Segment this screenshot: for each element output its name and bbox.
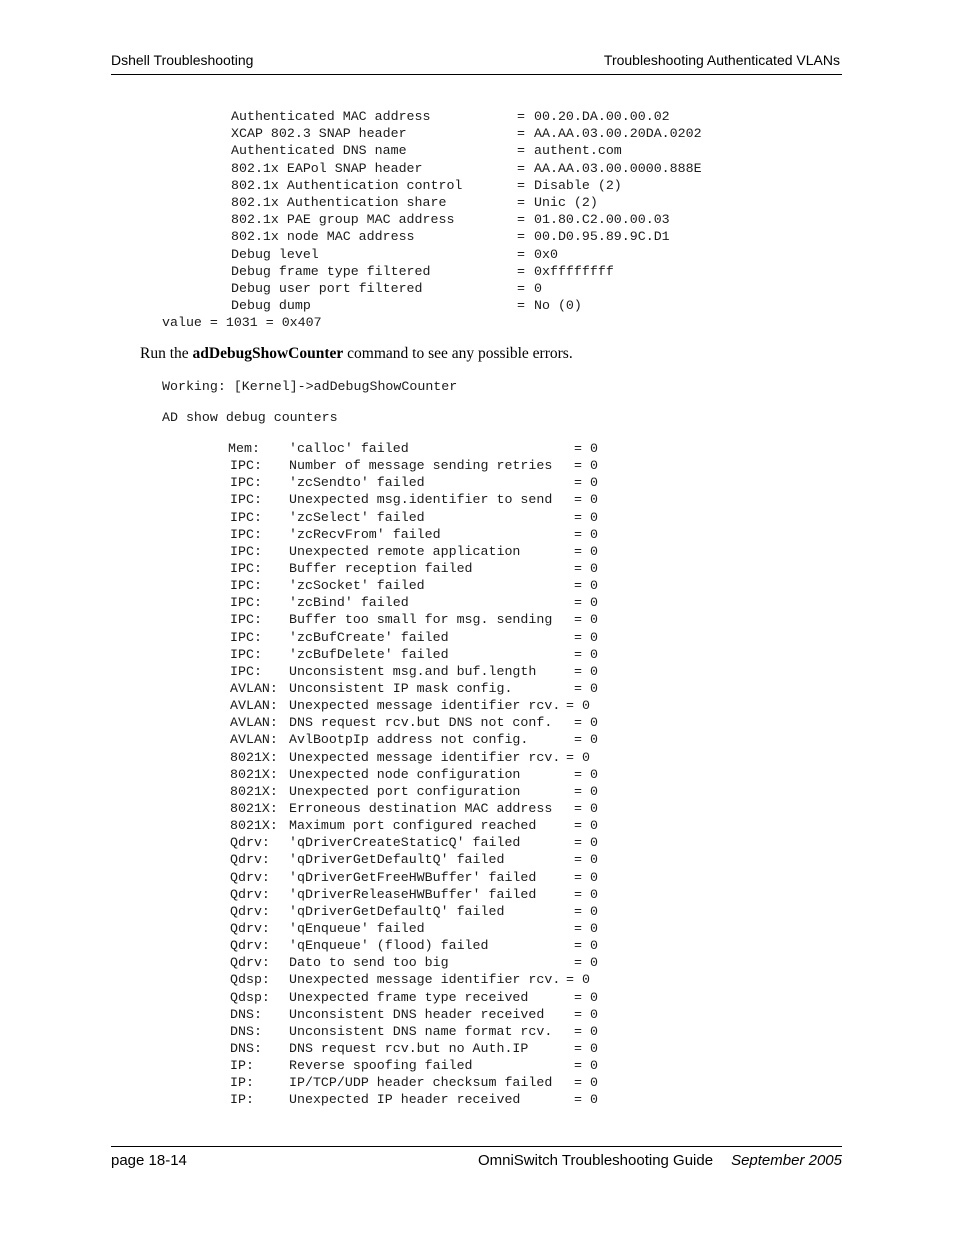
counter-description: 'qDriverGetDefaultQ' failed — [289, 903, 505, 919]
config-equals: = — [517, 160, 525, 176]
counter-category: 8021X: — [230, 749, 278, 765]
config-key: 802.1x EAPol SNAP header — [231, 160, 423, 176]
counter-value: = 0 — [574, 766, 598, 782]
config-key: XCAP 802.3 SNAP header — [231, 126, 407, 142]
counter-value: = 0 — [574, 612, 598, 628]
counter-value: = 0 — [574, 1006, 598, 1022]
counter-category: IPC: — [230, 646, 262, 662]
counter-value: = 0 — [574, 441, 598, 456]
counter-description: 'qDriverReleaseHWBuffer' failed — [289, 886, 537, 902]
counter-description: Buffer too small for msg. sending — [289, 612, 553, 628]
counter-description: 'qDriverGetFreeHWBuffer' failed — [289, 869, 537, 885]
counter-description: Number of message sending retries — [289, 458, 553, 474]
config-key: 802.1x PAE group MAC address — [231, 212, 455, 228]
counter-description: Unexpected message identifier rcv. — [289, 698, 561, 714]
footer-guide — [478, 1152, 842, 1169]
config-row — [162, 177, 622, 194]
counter-description: 'qEnqueue' (flood) failed — [289, 938, 489, 954]
counter-description: Reverse spoofing failed — [289, 1058, 473, 1074]
counter-category: IPC: — [230, 595, 262, 611]
config-row — [162, 297, 582, 314]
config-equals: = — [517, 298, 525, 314]
config-value: 0x0 — [534, 246, 558, 262]
counter-value: = 0 — [574, 1023, 598, 1039]
counter-value: = 0 — [574, 629, 598, 645]
counter-value: = 0 — [574, 715, 598, 731]
guide-title: OmniSwitch Troubleshooting Guide — [477, 1152, 714, 1169]
config-row — [162, 194, 598, 211]
counter-category: DNS: — [230, 1040, 262, 1056]
config-value: authent.com — [534, 143, 622, 159]
counter-category: IP: — [230, 1075, 254, 1091]
counter-category: 8021X: — [230, 818, 278, 834]
counter-value: = 0 — [566, 972, 590, 988]
prose-after: command to see any possible errors. — [343, 345, 573, 362]
counter-value: = 0 — [574, 886, 598, 902]
counter-category: IPC: — [230, 526, 262, 542]
config-key: Debug user port filtered — [231, 280, 423, 296]
command-name: adDebugShowCounter — [192, 345, 344, 362]
counter-description: 'zcSelect' failed — [289, 509, 425, 525]
counter-description: IP/TCP/UDP header checksum failed — [289, 1075, 553, 1091]
config-value: No (0) — [534, 298, 582, 314]
config-value: 01.80.C2.00.00.03 — [534, 212, 670, 228]
config-row — [162, 108, 670, 125]
counter-value: = 0 — [574, 989, 598, 1005]
config-equals: = — [517, 177, 525, 193]
counter-value: = 0 — [574, 852, 598, 868]
counter-value: = 0 — [574, 1075, 598, 1091]
publication-date: September 2005 — [731, 1152, 842, 1169]
counter-category: DNS: — [230, 1023, 262, 1039]
config-row — [162, 263, 614, 280]
counter-value: = 0 — [574, 1092, 598, 1108]
config-row — [162, 228, 670, 245]
counter-value: = 0 — [574, 680, 598, 696]
counter-description: Unexpected IP header received — [289, 1092, 521, 1108]
counter-value: = 0 — [574, 1058, 598, 1074]
config-row — [162, 125, 702, 142]
counter-description: 'zcBufDelete' failed — [289, 646, 449, 662]
page-footer — [111, 1146, 842, 1177]
counter-description: DNS request rcv.but DNS not conf. — [289, 715, 553, 731]
config-value: 00.D0.95.89.9C.D1 — [534, 229, 670, 245]
header-section-title: Dshell Troubleshooting — [111, 52, 254, 68]
config-row — [162, 246, 558, 263]
counter-value: = 0 — [574, 920, 598, 936]
counter-description: Unexpected remote application — [289, 543, 521, 559]
counter-category: AVLAN: — [230, 680, 278, 696]
counter-description: Unconsistent DNS name format rcv. — [289, 1023, 553, 1039]
counter-value: = 0 — [566, 698, 590, 714]
counter-description: Unexpected port configuration — [289, 783, 521, 799]
config-equals: = — [517, 126, 525, 142]
counter-value: = 0 — [574, 509, 598, 525]
config-output — [162, 108, 702, 331]
counter-category: IPC: — [230, 458, 262, 474]
counter-value: = 0 — [574, 526, 598, 542]
counter-category: DNS: — [230, 1006, 262, 1022]
counter-category: Qdsp: — [230, 972, 270, 988]
instruction-paragraph — [140, 345, 573, 363]
counter-description: Erroneous destination MAC address — [289, 800, 553, 816]
config-row — [162, 211, 670, 228]
counter-value: = 0 — [574, 475, 598, 491]
config-value: 0 — [534, 280, 542, 296]
page-header — [111, 50, 842, 75]
counter-value: = 0 — [574, 560, 598, 576]
counter-category: Qdrv: — [230, 835, 270, 851]
counter-description: Unexpected node configuration — [289, 766, 521, 782]
config-equals: = — [517, 263, 525, 279]
counter-category: Qdrv: — [230, 903, 270, 919]
return-value: value = 1031 = 0x407 — [162, 315, 322, 331]
counter-description: Unexpected message identifier rcv. — [289, 749, 561, 765]
config-key: Debug frame type filtered — [231, 263, 431, 279]
counter-value: = 0 — [574, 646, 598, 662]
counter-category: IPC: — [230, 509, 262, 525]
counter-value: = 0 — [574, 492, 598, 508]
counter-category: IPC: — [230, 629, 262, 645]
counter-value: = 0 — [574, 732, 598, 748]
counter-value: = 0 — [574, 543, 598, 559]
counter-category: IPC: — [230, 543, 262, 559]
counter-description: 'zcBufCreate' failed — [289, 629, 449, 645]
counter-category: 8021X: — [230, 766, 278, 782]
config-row — [162, 142, 622, 159]
config-equals: = — [517, 143, 525, 159]
config-value: Unic (2) — [534, 194, 598, 210]
counter-category: IPC: — [230, 475, 262, 491]
counter-value: = 0 — [574, 938, 598, 954]
counters-title: AD show debug counters — [162, 410, 338, 425]
config-key: 802.1x Authentication control — [231, 177, 463, 193]
counter-description: 'qDriverCreateStaticQ' failed — [289, 835, 521, 851]
config-equals: = — [517, 212, 525, 228]
config-equals: = — [517, 246, 525, 262]
counter-description: 'qDriverGetDefaultQ' failed — [289, 852, 505, 868]
header-chapter-title: Troubleshooting Authenticated VLANs — [603, 52, 840, 68]
counter-category: Qdrv: — [230, 852, 270, 868]
counter-description: DNS request rcv.but no Auth.IP — [289, 1040, 529, 1056]
config-key: Debug dump — [231, 298, 311, 314]
counter-description: 'zcBind' failed — [289, 595, 409, 611]
config-value: 00.20.DA.00.00.02 — [534, 109, 670, 124]
page-number: page 18-14 — [111, 1152, 187, 1169]
counter-value: = 0 — [574, 818, 598, 834]
counter-description: Unexpected message identifier rcv. — [289, 972, 561, 988]
counter-value: = 0 — [574, 903, 598, 919]
config-value: AA.AA.03.00.0000.888E — [534, 160, 702, 176]
counter-description: 'zcRecvFrom' failed — [289, 526, 441, 542]
config-key: 802.1x node MAC address — [231, 229, 415, 245]
counter-category: Qdrv: — [230, 920, 270, 936]
counter-value: = 0 — [574, 578, 598, 594]
counter-category: IPC: — [230, 663, 262, 679]
counter-category: Mem: — [228, 441, 260, 456]
counter-description: Maximum port configured reached — [289, 818, 537, 834]
counter-category: 8021X: — [230, 783, 278, 799]
counter-description: Unexpected frame type received — [289, 989, 529, 1005]
counter-description: 'zcSocket' failed — [289, 578, 425, 594]
counter-value: = 0 — [566, 749, 590, 765]
counter-description: Unconsistent IP mask config. — [289, 680, 513, 696]
config-rows — [162, 108, 702, 314]
config-key: Authenticated DNS name — [231, 143, 407, 159]
config-value: Disable (2) — [534, 177, 622, 193]
config-value: 0xffffffff — [534, 263, 614, 279]
counter-value: = 0 — [574, 955, 598, 971]
counter-category: IP: — [230, 1058, 254, 1074]
config-equals: = — [517, 280, 525, 296]
counter-value: = 0 — [574, 458, 598, 474]
config-row — [162, 280, 542, 297]
counter-category: 8021X: — [230, 800, 278, 816]
config-key: Debug level — [231, 246, 319, 262]
counter-category: IPC: — [230, 560, 262, 576]
config-equals: = — [517, 194, 525, 210]
counter-category: Qdrv: — [230, 869, 270, 885]
counter-category: IP: — [230, 1092, 254, 1108]
counter-value: = 0 — [574, 595, 598, 611]
counter-category: AVLAN: — [230, 698, 278, 714]
command-line: Working: [Kernel]->adDebugShowCounter — [162, 379, 458, 394]
counter-category: AVLAN: — [230, 715, 278, 731]
counter-category: Qdsp: — [230, 989, 270, 1005]
config-key: Authenticated MAC address — [231, 109, 431, 124]
counter-category: IPC: — [230, 578, 262, 594]
counter-category: Qdrv: — [230, 955, 270, 971]
prose-before: Run the — [140, 345, 193, 362]
counter-description: Dato to send too big — [289, 955, 449, 971]
counter-value: = 0 — [574, 783, 598, 799]
counter-value: = 0 — [574, 800, 598, 816]
counter-description: Unconsistent DNS header received — [289, 1006, 545, 1022]
counter-value: = 0 — [574, 835, 598, 851]
counter-description: Unconsistent msg.and buf.length — [289, 663, 537, 679]
counter-category: IPC: — [230, 612, 262, 628]
config-equals: = — [517, 229, 525, 245]
counter-value: = 0 — [574, 1040, 598, 1056]
counter-description: AvlBootpIp address not config. — [289, 732, 529, 748]
counter-description: 'qEnqueue' failed — [289, 920, 425, 936]
counter-category: AVLAN: — [230, 732, 278, 748]
counter-category: Qdrv: — [230, 886, 270, 902]
counter-description: Buffer reception failed — [289, 560, 473, 576]
counter-value: = 0 — [574, 663, 598, 679]
config-value: AA.AA.03.00.20DA.0202 — [534, 126, 702, 142]
counter-description: 'calloc' failed — [289, 441, 409, 456]
config-equals: = — [517, 109, 525, 124]
counter-description: 'zcSendto' failed — [289, 475, 425, 491]
counter-value: = 0 — [574, 869, 598, 885]
config-row — [162, 160, 702, 177]
counter-description: Unexpected msg.identifier to send — [289, 492, 553, 508]
config-key: 802.1x Authentication share — [231, 194, 447, 210]
counter-category: Qdrv: — [230, 938, 270, 954]
counter-category: IPC: — [230, 492, 262, 508]
